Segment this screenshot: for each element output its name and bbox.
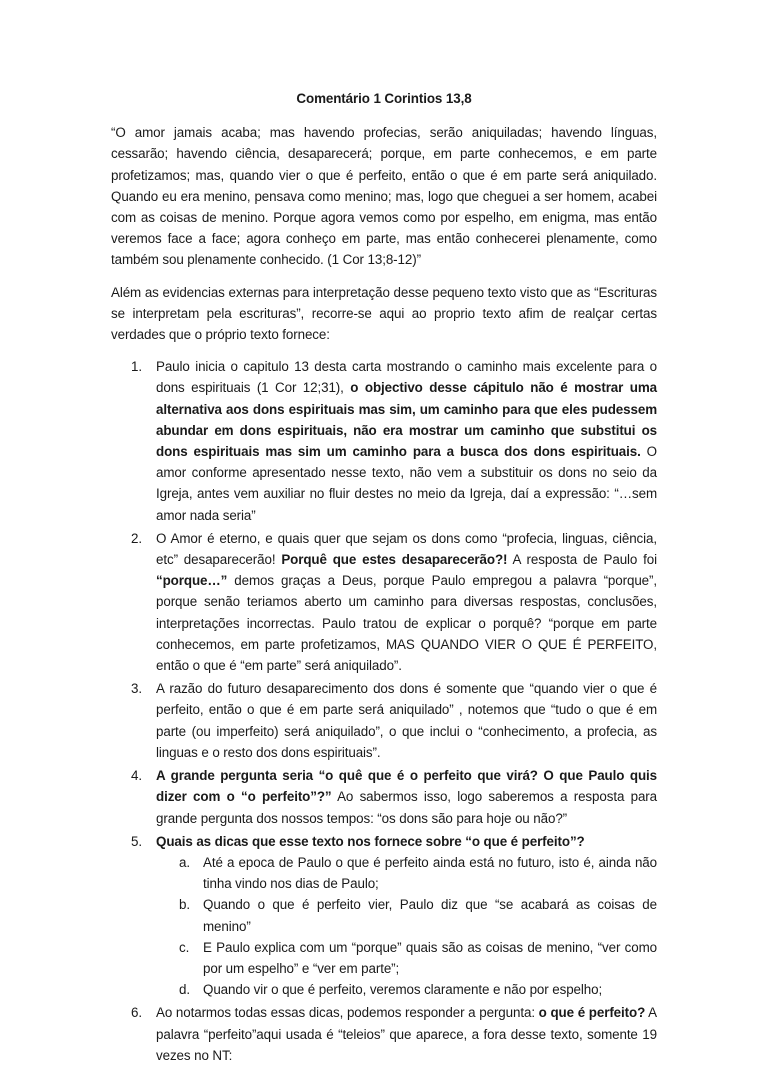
- list-number: 3.: [131, 681, 142, 697]
- sub-list-item: [179, 979, 657, 1000]
- numbered-list: [111, 356, 657, 1066]
- list-number: 2.: [131, 530, 142, 546]
- item-bold-text: “porque…”: [156, 573, 228, 589]
- list-number: 5.: [131, 833, 142, 849]
- sub-list-letter: a.: [179, 854, 190, 870]
- item-text: demos graças a Deus, porque Paulo empregou a palavra “porque”, porque senão teriamos aberto um caminho para diversas respostas, conclusões, interpretações incorrectas. Paulo tratou de explicar o porquê? “porque em parte conhecemos, em parte profetizamos, MAS QUANDO VIER O QUE É PERFEITO, então o que é “em parte” será aniquilado”.: [156, 573, 657, 674]
- list-number: 1.: [131, 359, 142, 375]
- sub-list-item: [179, 852, 657, 894]
- item-text: Ao notarmos todas essas dicas, podemos responder a pergunta:: [156, 1005, 539, 1021]
- item-text: A resposta de Paulo foi: [507, 552, 657, 568]
- list-number: 6.: [131, 1005, 142, 1021]
- sub-item-text: Até a epoca de Paulo o que é perfeito ainda está no futuro, isto é, ainda não tinha vindo nos dias de Paulo;: [203, 854, 657, 892]
- sub-list-item: [179, 894, 657, 936]
- sub-item-text: E Paulo explica com um “porque” quais são as coisas de menino, “ver como por um espelho” e “ver em parte”;: [203, 939, 657, 976]
- sub-list-letter: b.: [179, 897, 190, 913]
- intro-paragraph: Além as evidencias externas para interpretação desse pequeno texto visto que as “Escrituras se interpretam pela escrituras”, recorre-se aqui ao proprio texto afim de realçar certas verdades que o próprio texto fornece:: [111, 284, 657, 343]
- list-item: [131, 356, 657, 526]
- scripture-quote: “O amor jamais acaba; mas havendo profecias, serão aniquiladas; havendo línguas, cessarão; havendo ciência, desaparecerá; porque, em parte conhecemos, e em parte profetizamos; mas, quando vier o que é perfeito, então o que é em parte será aniquilado. Quando eu era menino, pensava como menino; mas, logo que cheguei a ser homem, acabei com as coisas de menino. Porque agora vemos como por espelho, em enigma, mas então veremos face a face; agora conheço em parte, mas então conhecerei plenamente, como também sou plenamente conhecido. (1 Cor 13;8-12)”: [111, 125, 657, 268]
- item-text: A palavra “perfeito”aqui usada é “teleios” que aparece, a fora desse texto, somente 19 vezes no NT:: [156, 1005, 657, 1063]
- item-bold-text: o que é perfeito?: [538, 1005, 646, 1021]
- list-item: [131, 765, 657, 829]
- item-text: O Amor é eterno, e quais quer que sejam os dons como “profecia, linguas, ciência, etc” desaparecerão!: [156, 530, 657, 568]
- sub-list-letter: c.: [179, 939, 190, 955]
- item-bold-text: A grande pergunta seria “o quê que é o perfeito que virá? O que Paulo quis dizer com o “o perfeito”?”: [156, 768, 657, 805]
- item-bold-text: Porquê que estes desaparecerão?!: [281, 552, 508, 568]
- sub-item-text: Quando o que é perfeito vier, Paulo diz que “se acabará as coisas de menino”: [203, 897, 657, 934]
- item-text: Ao sabermos isso, logo saberemos a resposta para grande pergunta dos nossos tempos: “os dons são para hoje ou não?”: [156, 789, 657, 826]
- document-title: Comentário 1 Corintios 13,8: [296, 91, 472, 106]
- item-text: O amor conforme apresentado nesse texto, não vem a substituir os dons no seio da Igreja, antes vem auxiliar no fluir destes no meio da Igreja, daí a expressão: “…sem amor nada seria”: [156, 444, 657, 523]
- list-item: [131, 678, 657, 763]
- sub-list-item: [179, 937, 657, 979]
- list-item: [131, 528, 657, 676]
- item-bold-text: Quais as dicas que esse texto nos fornece sobre “o que é perfeito”?: [156, 833, 585, 849]
- sub-item-text: Quando vir o que é perfeito, veremos claramente e não por espelho;: [203, 982, 603, 998]
- list-item: [131, 1002, 657, 1066]
- sub-list: [156, 852, 657, 1000]
- item-bold-text: o objectivo desse cápitulo não é mostrar uma alternativa aos dons espirituais mas sim, um caminho para que eles pudessem abundar em dons espirituais, não era mostrar um caminho que substitui os dons espirituais mas sim um caminho para a busca dos dons espirituais.: [156, 380, 657, 460]
- item-text: A razão do futuro desaparecimento dos dons é somente que “quando vier o que é perfeito, então o que é em parte será aniquilado” , notemos que “tudo o que é em parte (ou imperfeito) será aniquilado”, o que inclui o “conhecimento, a profecia, as linguas e o resto dos dons espirituais”.: [156, 681, 657, 760]
- list-item: [131, 831, 657, 1001]
- list-number: 4.: [131, 768, 142, 784]
- sub-list-letter: d.: [179, 982, 190, 998]
- item-text: Paulo inicia o capitulo 13 desta carta mostrando o caminho mais excelente para o dons espirituais (1 Cor 12;31),: [156, 359, 657, 396]
